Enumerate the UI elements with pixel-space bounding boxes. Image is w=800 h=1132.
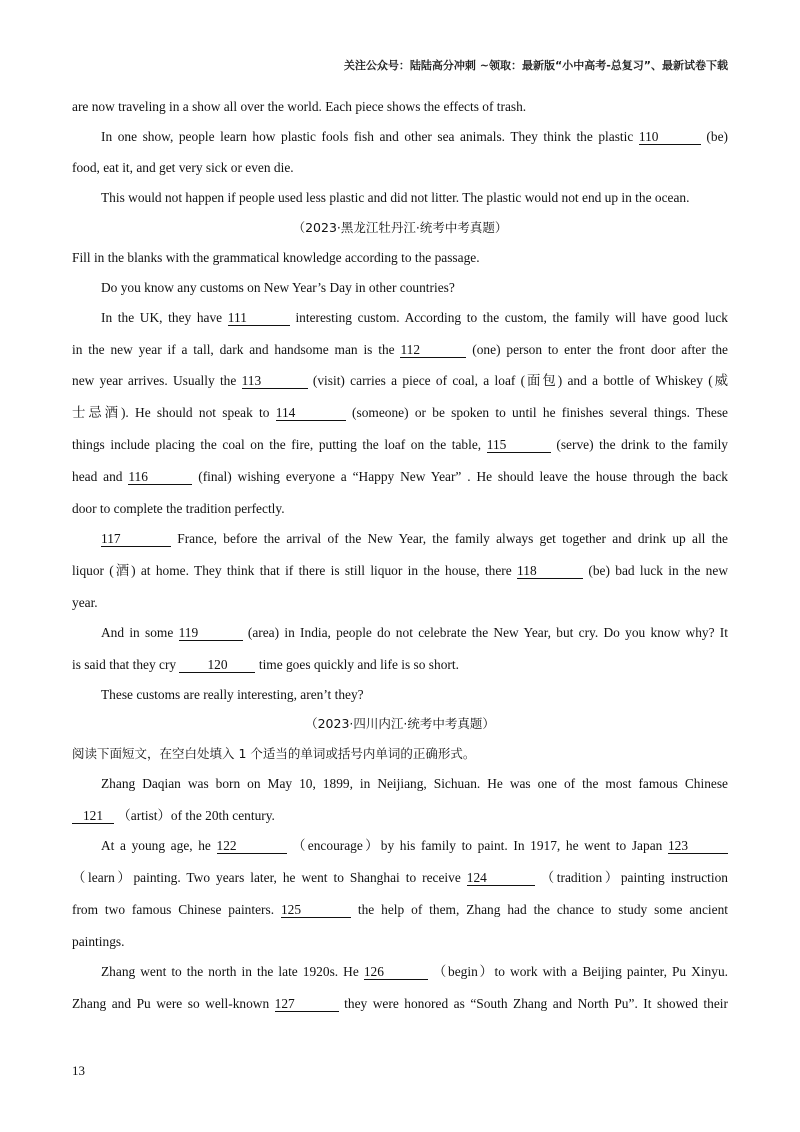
answer-blank[interactable]: 111 (228, 310, 290, 326)
answer-blank[interactable]: 116 (128, 469, 192, 485)
answer-blank[interactable]: 119 (179, 625, 243, 641)
text-line: new year arrives. Usually the 113 (visit) carries a piece of coal, a loaf (面包) and a bottle of Whiskey (威 (72, 373, 728, 388)
text-line: Zhang went to the north in the late 1920s. He 126 （begin）to work with a Beijing painter, Pu Xinyu. (101, 964, 728, 979)
answer-blank[interactable]: 123 (668, 838, 728, 854)
answer-blank[interactable]: 127 (275, 996, 339, 1012)
answer-blank[interactable]: 114 (276, 405, 346, 421)
instruction: Fill in the blanks with the grammatical knowledge according to the passage. (72, 250, 480, 265)
text-line: In one show, people learn how plastic fools fish and other sea animals. They think the plastic 110 (be) (101, 129, 728, 144)
page-header: 关注公众号：陆陆高分冲刺 ~领取：最新版“小中高考-总复习”、最新试卷下载 (343, 59, 728, 72)
text-line: And in some 119 (area) in India, people do not celebrate the New Year, but cry. Do you know why? It (101, 625, 728, 640)
answer-blank[interactable]: 120 (179, 657, 255, 673)
text-line: paintings. (72, 934, 125, 949)
text-line: In the UK, they have 111 interesting custom. According to the custom, the family will have good luck (101, 310, 728, 325)
text-line: 117 France, before the arrival of the New Year, the family always get together and drink up all the (101, 531, 728, 546)
answer-blank[interactable]: 124 (467, 870, 535, 886)
text-line: 士忌酒). He should not speak to 114 (someone) or be spoken to until he finishes several things. These (72, 405, 728, 420)
text-line: from two famous Chinese painters. 125 the help of them, Zhang had the chance to study some ancient (72, 902, 728, 917)
answer-blank[interactable]: 122 (217, 838, 287, 854)
answer-blank[interactable]: 118 (517, 563, 583, 579)
text-line: head and 116 (final) wishing everyone a “Happy New Year” . He should leave the house through the back (72, 469, 728, 484)
text-line: year. (72, 595, 98, 610)
answer-blank[interactable]: 112 (400, 342, 466, 358)
text-line: in the new year if a tall, dark and handsome man is the 112 (one) person to enter the front door after the (72, 342, 728, 357)
answer-blank[interactable]: 115 (487, 437, 551, 453)
answer-blank[interactable]: 125 (281, 902, 351, 918)
text-line: liquor (酒) at home. They think that if there is still liquor in the house, there 118 (be) bad luck in the new (72, 563, 728, 578)
answer-blank[interactable]: 117 (101, 531, 171, 547)
answer-blank[interactable]: 126 (364, 964, 428, 980)
text-line: These customs are really interesting, aren’t they? (101, 687, 364, 702)
text-line: are now traveling in a show all over the world. Each piece shows the effects of trash. (72, 99, 527, 114)
instruction: 阅读下面短文，在空白处填入 1 个适当的单词或括号内单词的正确形式。 (72, 746, 476, 761)
text-line: things include placing the coal on the fire, putting the loaf on the table, 115 (serve) the drink to the family (72, 437, 728, 452)
text-line: Zhang Daqian was born on May 10, 1899, in Neijiang, Sichuan. He was one of the most famous Chinese (101, 776, 728, 791)
source-heading: （2023·四川内江·统考中考真题） (305, 716, 495, 731)
text-line: At a young age, he 122 （encourage）by his family to paint. In 1917, he went to Japan 123 (101, 838, 728, 854)
source-heading: （2023·黑龙江牡丹江·统考中考真题） (292, 220, 508, 235)
answer-blank[interactable]: 121 (72, 808, 114, 824)
text-line: Do you know any customs on New Year’s Day in other countries? (101, 280, 455, 295)
text-line: door to complete the tradition perfectly. (72, 501, 285, 516)
text-line: （learn）painting. Two years later, he went to Shanghai to receive 124 （tradition）painting instruction (72, 870, 728, 885)
text-line: 121 （artist）of the 20th century. (72, 808, 728, 824)
page-number: 13 (72, 1063, 85, 1078)
text-line: food, eat it, and get very sick or even die. (72, 160, 294, 175)
answer-blank[interactable]: 110 (639, 129, 701, 145)
answer-blank[interactable]: 113 (242, 373, 308, 389)
text-line: Zhang and Pu were so well-known 127 they were honored as “South Zhang and North Pu”. It showed their (72, 996, 728, 1011)
text-line: This would not happen if people used less plastic and did not litter. The plastic would not end up in the ocean. (101, 190, 690, 205)
text-line: is said that they cry 120 time goes quickly and life is so short. (72, 657, 459, 672)
